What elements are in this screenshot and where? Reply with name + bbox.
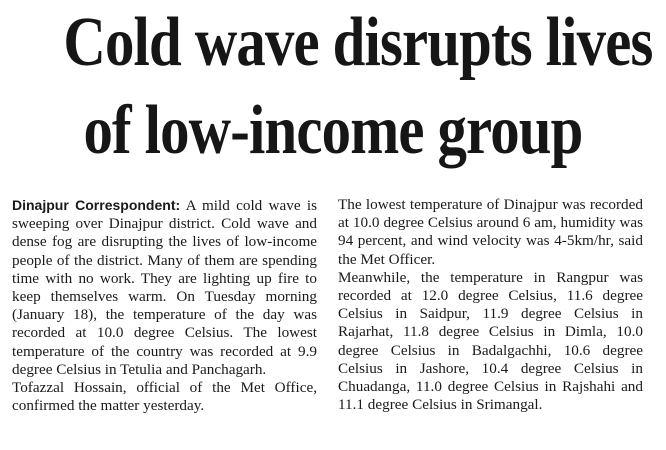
- headline-line-1: Cold wave disrupts lives: [63, 4, 653, 81]
- headline-line-2: of low-income group: [83, 92, 583, 169]
- article-column-left: [12, 196, 317, 415]
- lead-paragraph: [12, 196, 317, 379]
- article-column-right: [338, 196, 643, 414]
- lead-paragraph-text: A mild cold wave is sweeping over Dinajpur district. Cold wave and dense fog are disrupting the lives of low-income people of the district. Many of them are spending time with no work. They are lighting up fire to keep themselves warm. On Tuesday morning (January 18), the temperature of the day was recorded at 10.0 degree Celsius. The lowest temperature of the country was recorded at 9.9 degree Celsius in Tetulia and Panchagarh.: [12, 197, 317, 378]
- paragraph-met-office: Tofazzal Hossain, official of the Met Office, confirmed the matter yesterday.: [12, 379, 317, 415]
- paragraph-regional-temperatures: Meanwhile, the temperature in Rangpur was recorded at 12.0 degree Celsius, 11.6 degree Celsius in Saidpur, 11.9 degree Celsius in Rajarhat, 11.8 degree Celsius in Dimla, 10.0 degree Celsius in Badalgachhi, 10.6 degree Celsius in Jashore, 10.4 degree Celsius in Chuadanga, 11.0 degree Celsius in Rajshahi and 11.1 degree Celsius in Srimangal.: [338, 268, 643, 414]
- byline: Dinajpur Correspondent:: [12, 197, 181, 213]
- paragraph-dinajpur-temperature: The lowest temperature of Dinajpur was recorded at 10.0 degree Celsius around 6 am, humidity was 94 percent, and wind velocity was 4-5km/hr, said the Met Officer.: [338, 196, 643, 268]
